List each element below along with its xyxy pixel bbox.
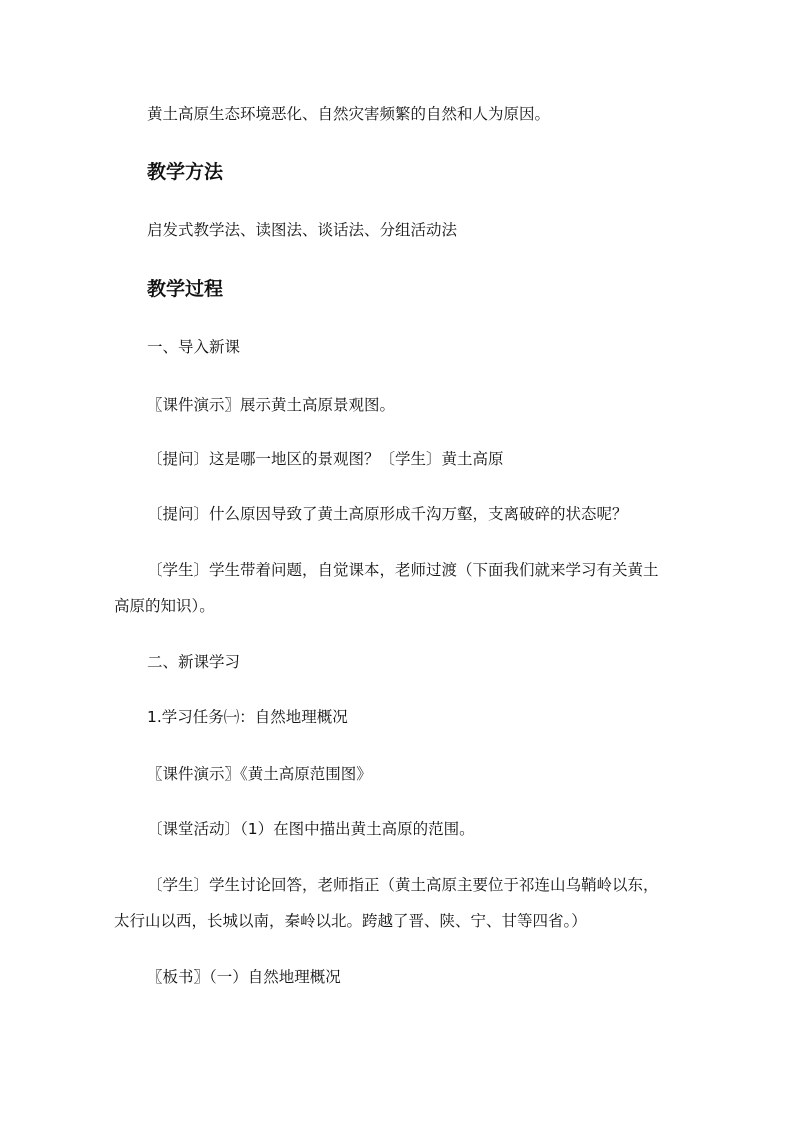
subheading-task-1: 1.学习任务㈠：自然地理概况	[147, 708, 348, 726]
paragraph-class-activity: 〔课堂活动〕（1）在图中描出黄土高原的范围。	[147, 820, 475, 838]
paragraph-student-2-line-1: 〔学生〕学生讨论回答，老师指正（黄土高原主要位于祁连山乌鞘岭以东，	[147, 876, 659, 894]
paragraph-question-1: 〔提问〕这是哪一地区的景观图？〔学生〕黄土高原	[147, 450, 504, 468]
paragraph-question-2: 〔提问〕什么原因导致了黄土高原形成千沟万壑，支离破碎的状态呢？	[147, 505, 628, 523]
intro-paragraph-line: 黄土高原生态环境恶化、自然灾害频繁的自然和人为原因。	[147, 105, 551, 123]
paragraph-courseware-demo-2: 〖课件演示〗《黄土高原范围图》	[147, 765, 372, 783]
paragraph-student-2-line-2: 太行山以西，长城以南，秦岭以北。跨越了晋、陕、宁、甘等四省。）	[114, 912, 587, 930]
subheading-introduction: 一、导入新课	[147, 338, 241, 356]
paragraph-student-1-line-1: 〔学生〕学生带着问题，自觉课本，老师过渡（下面我们就来学习有关黄土	[147, 561, 659, 579]
subheading-new-lesson: 二、新课学习	[147, 653, 241, 671]
paragraph-blackboard: 〖板书〗（一）自然地理概况	[147, 968, 341, 986]
paragraph-student-1-line-2: 高原的知识）。	[114, 597, 215, 615]
teaching-methods-text: 启发式教学法、读图法、谈话法、分组活动法	[147, 221, 458, 239]
section-heading-teaching-process: 教学过程	[147, 278, 224, 300]
section-heading-teaching-methods: 教学方法	[147, 161, 224, 183]
paragraph-courseware-demo-1: 〖课件演示〗展示黄土高原景观图。	[147, 396, 396, 414]
